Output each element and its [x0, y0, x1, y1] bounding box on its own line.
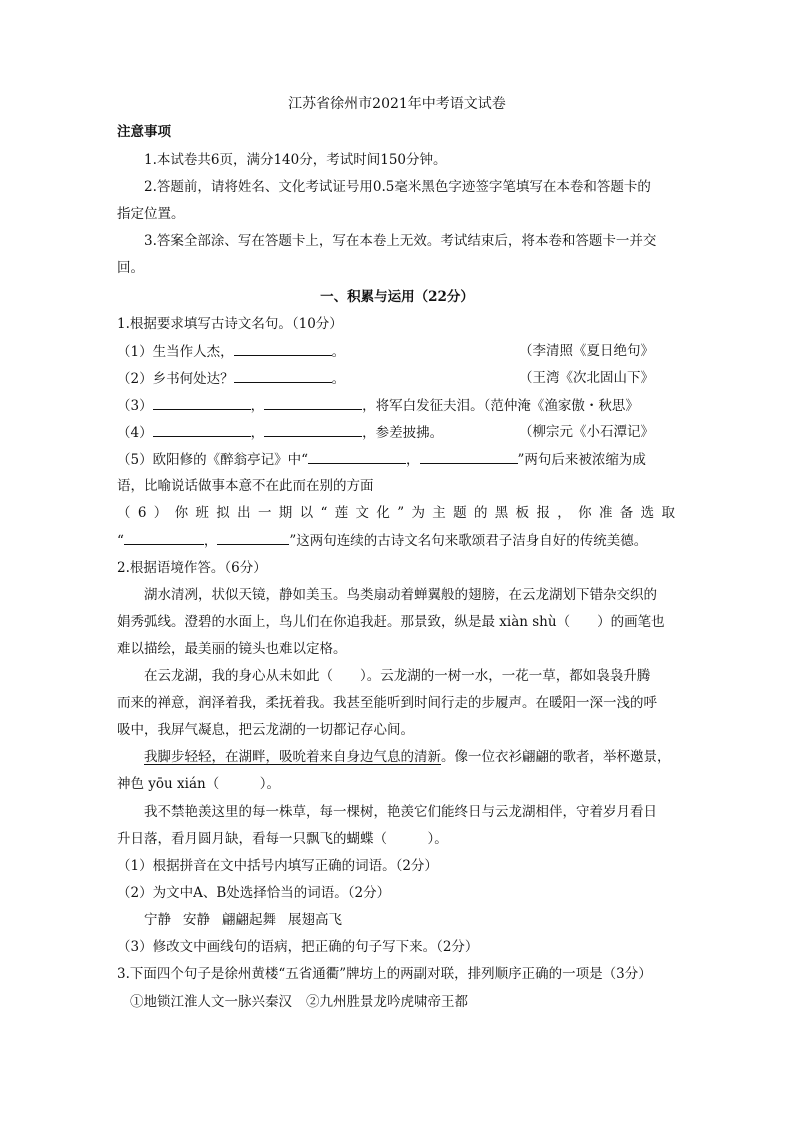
q2-paragraph-2-line-3: 吸中，我屏气凝息，把云龙湖的一切都记存心间。 — [117, 722, 414, 738]
q3-option-1: ①地锁江淮人文一脉兴秦汉 — [130, 994, 292, 1010]
word-choice: 展翅高飞 — [288, 912, 342, 928]
q1-line-4-comma: ， — [250, 425, 265, 441]
q2-paragraph-4-line-2: 升日落，看月圆月缺，看每一只飘飞的蝴蝶（ ）。 — [117, 831, 448, 847]
answer-blank[interactable] — [420, 449, 518, 464]
q2-sub-question-3: （3）修改文中画线句的语病，把正确的句子写下来。（2分） — [117, 939, 479, 955]
q1-line-5-end: ”两句后来被浓缩为成 — [517, 452, 646, 468]
underlined-sentence: 我脚步轻轻，在湖畔，吸吮着来自身边气息的清新 — [144, 749, 441, 765]
q1-line-2-end: 。 — [331, 371, 346, 387]
q1-line-1 — [117, 341, 345, 362]
notice-item-3-line-1: 3.答案全部涂、写在答题卡上，写在本卷上无效。考试结束后，将本卷和答题卡一并交 — [144, 233, 657, 249]
q1-line-5-continued: 语，比喻说话做事本意不在此而在别的方面 — [117, 478, 374, 494]
q2-paragraph-3-line-1 — [144, 747, 671, 767]
answer-blank[interactable] — [153, 395, 251, 410]
q1-line-6: （6）你班拟出一期以“莲文化”为主题的黑板报，你准备选取 — [117, 505, 675, 521]
answer-blank[interactable] — [264, 422, 362, 437]
answer-blank[interactable] — [234, 368, 332, 383]
q1-line-2-source: （王湾《次北固山下》 — [519, 370, 654, 386]
q2-paragraph-3-line-2: 神色 yōu xián（ ）。 — [117, 776, 280, 792]
q2-word-choices — [144, 910, 342, 930]
notice-item-3-line-2: 回。 — [117, 260, 144, 276]
answer-blank[interactable] — [124, 530, 204, 545]
word-choice: 安静 — [183, 912, 210, 928]
answer-blank[interactable] — [153, 422, 251, 437]
q1-line-6-text: ”这两句连续的古诗文名句来歌颂君子洁身自好的传统美德。 — [289, 533, 648, 549]
q2-paragraph-1-line-2: 娟秀弧线。澄碧的水面上，鸟儿们在你追我赶。那景致，纵是最 xiàn shù（ ）的画笔也 — [117, 614, 665, 630]
q1-line-1-source: （李清照《夏日绝句》 — [519, 343, 654, 359]
q2-sub-question-1: （1）根据拼音在文中括号内填写正确的词语。（2分） — [117, 858, 438, 874]
page-title: 江苏省徐州市2021年中考语文试卷 — [288, 96, 506, 112]
answer-blank[interactable] — [217, 530, 289, 545]
q1-line-6-comma: ， — [203, 533, 218, 549]
q1-line-3-num: （3） — [117, 398, 153, 414]
q2-paragraph-4-line-1: 我不禁艳羡这里的每一株草，每一棵树，艳羡它们能终日与云龙湖相伴，守着岁月看日 — [144, 804, 657, 820]
word-choice: 翩翩起舞 — [222, 912, 276, 928]
q2-paragraph-3-rest: 。像一位衣衫翩翩的歌者，举杯邀景， — [441, 749, 671, 765]
answer-blank[interactable] — [234, 341, 332, 356]
notice-item-1: 1.本试卷共6页，满分140分，考试时间150分钟。 — [144, 152, 447, 168]
answer-blank[interactable] — [264, 395, 362, 410]
q2-stem: 2.根据语境作答。（6分） — [117, 560, 267, 576]
q1-line-6-open-quote: “ — [117, 533, 124, 549]
q1-line-4-text: ，参差披拂。 — [362, 425, 444, 441]
q1-line-4-source: （柳宗元《小石潭记》 — [519, 424, 654, 440]
q1-line-5 — [117, 449, 646, 470]
notice-heading: 注意事项 — [117, 124, 171, 140]
q2-sub-question-2: （2）为文中A、B处选择恰当的词语。（2分） — [117, 885, 391, 901]
q1-line-4-num: （4） — [117, 425, 153, 441]
q1-line-3-comma: ， — [250, 398, 265, 414]
q3-option-2: ②九州胜景龙吟虎啸帝王都 — [306, 994, 468, 1010]
word-choice: 宁静 — [144, 912, 171, 928]
q3-stem: 3.下面四个句子是徐州黄楼“五省通衢”牌坊上的两副对联，排列顺序正确的一项是（3分） — [117, 966, 652, 982]
q3-options — [130, 992, 468, 1012]
q1-line-1-end: 。 — [331, 344, 346, 360]
q1-line-6-continued — [117, 530, 647, 551]
q1-line-3-text: ，将军白发征夫泪。（范仲淹《渔家傲・秋思》 — [362, 398, 639, 414]
q1-line-1-text: （1）生当作人杰， — [117, 344, 234, 360]
q1-stem: 1.根据要求填写古诗文名句。（10分） — [117, 316, 343, 332]
q1-line-5-comma: ， — [406, 452, 420, 468]
answer-blank[interactable] — [308, 449, 406, 464]
q2-paragraph-1-line-1: 湖水清冽，状似天镜，静如美玉。鸟类扇动着蝉翼般的翅膀，在云龙湖划下错杂交织的 — [144, 587, 657, 603]
section-1-heading: 一、积累与运用（22分） — [320, 289, 474, 305]
q1-line-4 — [117, 422, 443, 443]
q1-line-2-text: （2）乡书何处达？ — [117, 371, 234, 387]
q1-line-3 — [117, 395, 639, 416]
q2-paragraph-1-line-3: 难以描绘，最美丽的镜头也难以定格。 — [117, 641, 347, 657]
notice-item-2-line-2: 指定位置。 — [117, 206, 185, 222]
q2-paragraph-2-line-2: 而来的禅意，润泽着我，柔抚着我。我甚至能听到时间行走的步履声。在暖阳一深一浅的呼 — [117, 695, 657, 711]
notice-item-2-line-1: 2.答题前，请将姓名、文化考试证号用0.5毫米黑色字迹签字笔填写在本卷和答题卡的 — [144, 179, 651, 195]
q2-paragraph-2-line-1: 在云龙湖，我的身心从未如此（ ）。云龙湖的一树一水，一花一草，都如袅袅升腾 — [144, 668, 651, 684]
q1-line-5-text: （5）欧阳修的《醉翁亭记》中“ — [117, 452, 308, 468]
q1-line-2 — [117, 368, 345, 389]
